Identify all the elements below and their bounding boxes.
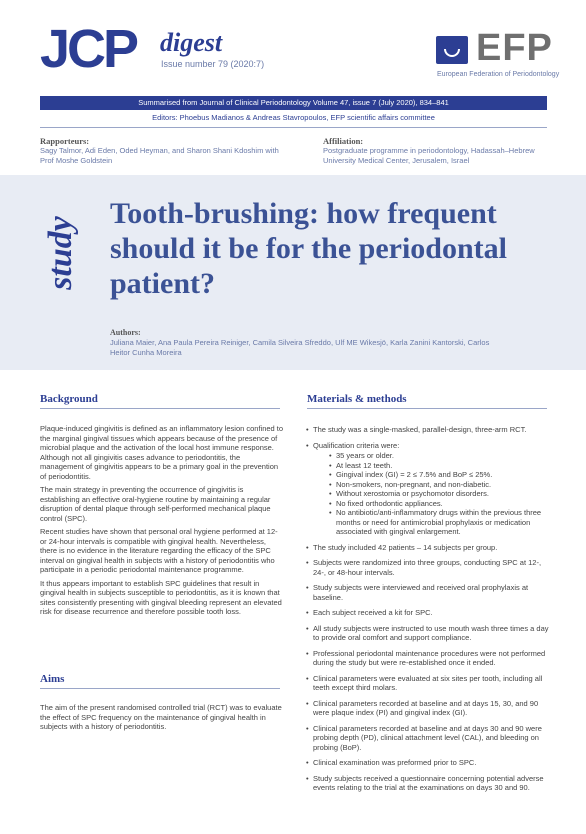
authors-names: Juliana Maier, Ana Paula Pereira Reiniger, Camila Silveira Sfreddo, Ulf ME Wikesjö, Karla Zanini Kantorski, Carlos Heitor Cunha Moreira xyxy=(110,338,490,357)
divider xyxy=(40,688,280,689)
list-item: • Clinical parameters recorded at baseline and at days 15, 30, and 90 were plaque index (PI) and gingival index (GI). xyxy=(306,699,556,718)
list-item: • The study was a single-masked, parallel-design, three-arm RCT. xyxy=(306,425,556,435)
summary-bar: Summarised from Journal of Clinical Periodontology Volume 47, issue 7 (July 2020), 834–841 xyxy=(40,96,547,110)
aims-heading: Aims xyxy=(40,673,65,685)
background-body xyxy=(40,424,285,621)
list-item: • Professional periodontal maintenance procedures were not performed during the study but were re-established once it ended. xyxy=(306,649,556,668)
methods-heading: Materials & methods xyxy=(307,393,407,405)
list-item: • Non-smokers, non-pregnant, and non-diabetic. xyxy=(329,480,556,490)
issue-number: Issue number 79 (2020:7) xyxy=(161,59,265,69)
study-label: study xyxy=(41,216,79,290)
paragraph: Plaque-induced gingivitis is defined as an inflammatory lesion confined to the marginal gingival tissues which appears because of the presence of microbial plaque and the activation of the local host immune response. Although not all gingivitis cases advance to periodontitis, the management of gingivitis appears to be a primary goal in the prevention of periodontitis. xyxy=(40,424,284,481)
paragraph: The main strategy in preventing the occurrence of gingivitis is establishing an effective oral-hygiene routine by maintaining a regular disruption of dental plaque through self-performed mechanical plaque control (SPC). xyxy=(40,485,271,523)
list-item: • Gingival index (GI) = 2 ≤ 7.5% and BoP ≤ 25%. xyxy=(329,470,556,480)
aims-body: The aim of the present randomised controlled trial (RCT) was to evaluate the effect of SPC frequency on the maintenance of gingival health in subjects with a history of periodontitis. xyxy=(40,703,282,731)
rapporteurs-label: Rapporteurs: xyxy=(40,136,90,146)
methods-list xyxy=(306,425,556,799)
efp-logo: EFP xyxy=(476,27,553,69)
affiliation-text: Postgraduate programme in periodontology, Hadassah–Hebrew University Medical Center, Jerusalem, Israel xyxy=(323,146,535,165)
list-item: • Study subjects received a questionnaire concerning potential adverse events relating to the trial at the examinations on days 30 and 90. xyxy=(306,774,556,793)
efp-full-name: European Federation of Periodontology xyxy=(437,71,560,78)
article-title: Tooth-brushing: how frequent should it be for the periodontal patient? xyxy=(110,197,507,300)
list-item: • Each subject received a kit for SPC. xyxy=(306,608,556,618)
editors-line: Editors: Phoebus Madianos & Andreas Stavropoulos, EFP scientific affairs committee xyxy=(152,113,435,122)
list-item: • Subjects were randomized into three groups, conducting SPC at 12-, 24-, or 48-hour intervals. xyxy=(306,558,556,577)
list-item: • No antibiotic/anti-inflammatory drugs within the previous three months or need for antimicrobial prophylaxis or medication associated with gingival enlargement. xyxy=(329,508,556,537)
rapporteurs-names: Sagy Talmor, Adi Eden, Oded Heyman, and Sharon Shani Kdoshim with Prof Moshe Goldstein xyxy=(40,146,279,165)
list-item: • Without xerostomia or psychomotor disorders. xyxy=(329,489,556,499)
list-item: • Clinical parameters recorded at baseline and at days 30 and 90 were probing depth (PD), clinical attachment level (CAL), and bleeding on probing (BoP). xyxy=(306,724,556,753)
divider xyxy=(307,408,547,409)
list-item: • Qualification criteria were: • 35 years or older. • At least 12 teeth. • Gingival index (GI) = 2 ≤ 7.5% and BoP ≤ 25%. • Non-smokers, non-pregnant, and non-diabetic. • Without xerostomia or psychomotor disorders. • No fixed orthodontic appliances. • No antibiotic/anti-inflammatory drugs within the previous three months or need for antimicrobial prophylaxis or medication associated with gingival enlargement. xyxy=(306,441,556,537)
list-item: • All study subjects were instructed to use mouth wash three times a day to provide oral comfort and support compliance. xyxy=(306,624,556,643)
paragraph: It thus appears important to establish SPC guidelines that result in gingival health in subjects susceptible to periodontitis, as it is known that sites consistently presenting with gingival bleeding represent an elevated risk for disease recurrence and therefore possible tooth loss. xyxy=(40,578,282,616)
list-item: • At least 12 teeth. xyxy=(329,461,556,471)
criteria-list xyxy=(329,451,556,537)
digest-logo: digest xyxy=(160,28,223,57)
authors-label: Authors: xyxy=(110,328,141,337)
efp-smile-icon xyxy=(436,36,468,64)
masthead xyxy=(0,0,586,92)
list-item: • 35 years or older. xyxy=(329,451,556,461)
divider xyxy=(40,127,547,128)
list-item: • No fixed orthodontic appliances. xyxy=(329,499,556,509)
paragraph: Recent studies have shown that personal oral hygiene performed at 12- or 24-hour intervals is compatible with gingival health. Nevertheless, there is no evidence in the literature regarding the efficacy of the SPC interval on gingival health in subjects with a history of periodontitis who participate in a periodic periodontal maintenance programme. xyxy=(40,527,278,574)
list-item: • The study included 42 patients – 14 subjects per group. xyxy=(306,543,556,553)
list-item: • Clinical examination was preformed prior to SPC. xyxy=(306,758,556,768)
affiliation-label: Affiliation: xyxy=(323,136,364,146)
list-item: • Clinical parameters were evaluated at six sites per tooth, including all teeth except third molars. xyxy=(306,674,556,693)
background-heading: Background xyxy=(40,393,98,405)
list-item: • Study subjects were interviewed and received oral prophylaxis at baseline. xyxy=(306,583,556,602)
jcp-logo: JCP xyxy=(40,19,137,79)
divider xyxy=(40,408,280,409)
